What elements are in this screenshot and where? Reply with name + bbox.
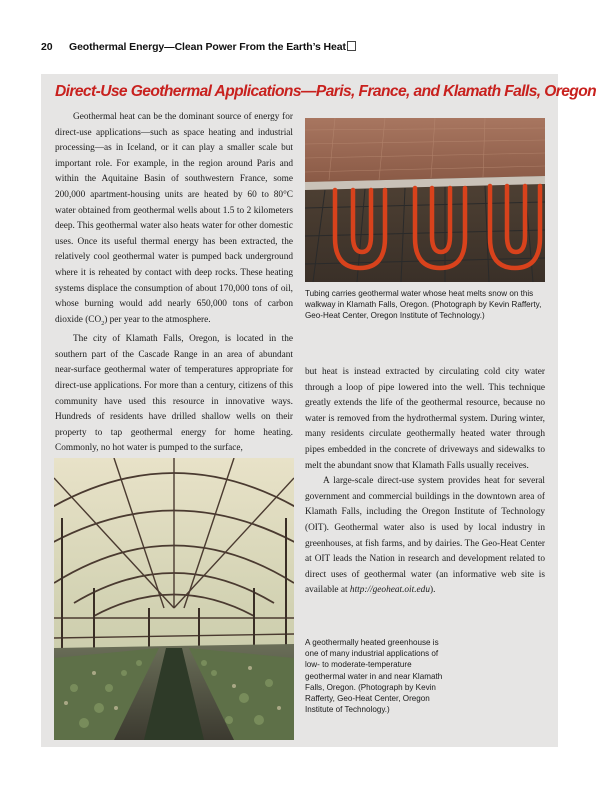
greenhouse-illustration [54,458,294,740]
running-header [41,41,356,53]
page-number: 20 [41,41,53,53]
running-title: Geothermal Energy—Clean Power From the Earth’s Heat [69,41,346,53]
paragraph-4 [305,474,545,599]
greenhouse-photo [54,458,294,740]
paragraph-1-text: Geothermal heat can be the dominant source of energy for direct-use applications—such as space heating and industrial processing—as in Iceland, or it can play a smaller scale but important role. For example, in the region around Paris and within the Aquitaine Basin of southwestern France, some 200,000 apartment-housing units are heated by 60 to 80°C water obtained from geothermal wells about 1.5 to 2 kilometers deep. This geothermal water also heats water for other domestic uses. Once its useful thermal energy has been extracted, the relatively cool geothermal water is pumped back underground where it is reheated by contact with deep rocks. These heating systems displace the consumption of about 170,000 tons of oil, whose burning would add nearly 650,000 tons of carbon dioxide (CO [55,112,293,325]
geoheat-url: http://geoheat.oit.edu [349,585,430,596]
walkway-illustration [305,118,545,282]
co2-subscript: 2 [101,320,105,327]
paragraph-4-end: ). [429,585,436,596]
right-column [305,365,545,599]
paragraph-4-text: A large-scale direct-use system provides heat for several government and commercial buildings in the downtown area of Klamath Falls, including the Oregon Institute of Technology (OIT). Geothermal water also is used by local industry in greenhouses, at fish farms, and by dairies. The Geo-Heat Center at OIT leads the Nation in research and development related to direct uses of geothermal water (an informative web site is available at [305,476,545,596]
square-glyph-icon [347,41,356,51]
paragraph-3: but heat is instead extracted by circulating cold city water through a loop of pipe lowered into the well. This technique greatly extends the life of the geothermal resource, because no water is removed from the hydrothermal system. During winter, many residents circulate geothermally heated water through pipes embedded in the concrete of driveways and sidewalks to melt the abundant snow that Klamath Falls usually receives. [305,367,545,471]
paragraph-2: The city of Klamath Falls, Oregon, is located in the southern part of the Cascade Range in an area of abundant near-surface geothermal water of temperatures appropriate for direct-use applications. For more than a century, citizens of this community have used this resource in innovative ways. Hundreds of residents have drilled shallow wells on their property to tap geothermal energy for home heating. Commonly, no hot water is pumped to the surface, [55,334,293,454]
paragraph-1 [55,110,293,332]
greenhouse-caption: A geothermally heated greenhouse is one of many industrial applications of low- to moderate-temperature geothermal water in and near Klamath Falls, Oregon. (Photograph by Kevin Rafferty, Geo-Heat Center, Oregon Institute of Technology.) [305,638,443,715]
walkway-caption: Tubing carries geothermal water whose heat melts snow on this walkway in Klamath Falls, Oregon. (Photograph by Kevin Rafferty, Geo-Heat Center, Oregon Institute of Technology.) [305,289,542,321]
paragraph-1-end: ) per year to the atmosphere. [104,314,211,325]
walkway-photo [305,118,545,282]
left-column [55,110,293,457]
article-title: Direct-Use Geothermal Applications—Paris, France, and Klamath Falls, Oregon [55,83,597,100]
